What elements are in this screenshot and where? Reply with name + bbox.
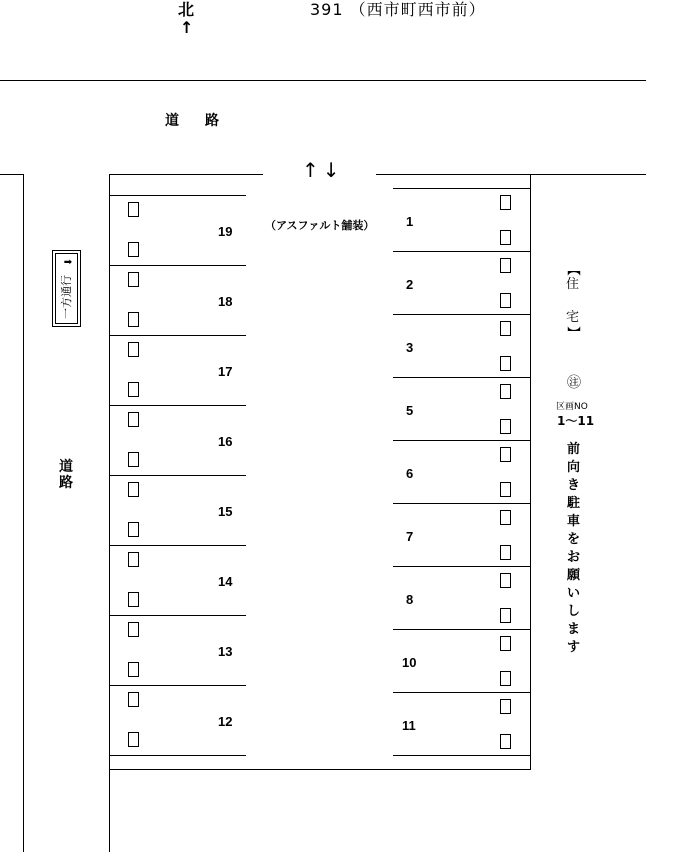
one-way-text: 一方通行 [59,274,73,319]
surface-label: （アスファルト舗装） [265,219,375,232]
parking-notice [567,443,580,659]
stall-divider [109,335,246,336]
wheel-stop-icon [128,482,139,497]
stall-divider [109,545,246,546]
stall-number: 2 [406,277,414,292]
stall-divider [393,377,530,378]
stall-divider [109,405,246,406]
stall-number: 5 [406,403,414,418]
residence-char: 宅 [566,310,580,325]
wheel-stop-icon [500,293,511,308]
lot-bottom-inner-edge-right [393,755,530,756]
wheel-stop-icon [500,230,511,245]
wheel-stop-icon [500,447,511,462]
left-road-top-edge [0,174,23,175]
stall-number: 10 [402,655,417,670]
stall-number: 12 [218,714,233,729]
wheel-stop-icon [128,342,139,357]
notice-char: い [567,586,581,601]
north-arrow-icon: ↑ [180,18,194,37]
notice-char: お [567,550,581,565]
wheel-stop-icon [500,636,511,651]
north-label: 北 [178,0,195,19]
top-road-edge [0,80,646,81]
notice-char: し [567,604,581,619]
stall-number: 16 [218,434,233,449]
notice-char: 向 [567,460,581,475]
lot-right-edge [530,174,531,770]
residence-char: 住 [566,277,580,292]
bracket-open: 【 [565,262,581,277]
stall-divider [109,615,246,616]
notice-char: 前 [567,442,581,457]
stall-number: 7 [406,529,414,544]
wheel-stop-icon [128,592,139,607]
wheel-stop-icon [500,195,511,210]
bracket-close: 】 [565,325,581,340]
wheel-stop-icon [500,419,511,434]
wheel-stop-icon [500,545,511,560]
notice-char: を [567,532,581,547]
wheel-stop-icon [128,552,139,567]
stall-number: 6 [406,466,414,481]
wheel-stop-icon [500,356,511,371]
notice-char: 車 [567,514,581,529]
notice-char: す [567,640,581,655]
lot-top-edge-left [109,174,263,175]
wheel-stop-icon [128,382,139,397]
lot-title: 391 （西市町西市前） [310,0,486,19]
wheel-stop-icon [500,734,511,749]
notice-char: ま [567,622,581,637]
lot-left-edge [109,174,110,852]
wheel-stop-icon [128,692,139,707]
stall-divider [109,265,246,266]
zone-label: 区画NO [556,402,588,412]
wheel-stop-icon [128,452,139,467]
notice-char: 駐 [567,496,581,511]
lot-bottom-inner-edge [109,755,246,756]
notice-char: き [567,478,581,493]
top-road-label: 道 路 [165,113,225,129]
zone-range: 1〜11 [557,414,595,428]
wheel-stop-icon [500,482,511,497]
wheel-stop-icon [128,662,139,677]
wheel-stop-icon [500,321,511,336]
notice-char: 願 [567,568,581,583]
wheel-stop-icon [500,608,511,623]
stall-number: 18 [218,294,233,309]
wheel-stop-icon [128,412,139,427]
wheel-stop-icon [128,732,139,747]
stall-divider [393,692,530,693]
stall-divider [109,475,246,476]
wheel-stop-icon [500,258,511,273]
wheel-stop-icon [500,699,511,714]
stall-number: 17 [218,364,233,379]
stall-divider [393,188,530,189]
stall-divider [393,440,530,441]
wheel-stop-icon [128,312,139,327]
stall-divider [109,195,246,196]
stall-divider [393,629,530,630]
stall-divider [393,503,530,504]
left-road-char: 路 [59,475,73,491]
stall-number: 14 [218,574,233,589]
stall-number: 8 [406,592,414,607]
wheel-stop-icon [128,272,139,287]
left-road-char: 道 [59,459,73,475]
wheel-stop-icon [128,242,139,257]
lot-top-edge-right [376,174,646,175]
one-way-arrow-icon: ➡ [63,256,72,268]
stall-number: 13 [218,644,233,659]
lot-bottom-edge [109,769,530,770]
wheel-stop-icon [128,622,139,637]
wheel-stop-icon [500,573,511,588]
stall-divider [393,566,530,567]
stall-number: 15 [218,504,233,519]
stall-number: 11 [402,718,416,733]
stall-number: 3 [406,340,414,355]
left-road-right-edge [23,174,24,852]
note-mark-icon: ㊟ [567,375,581,391]
stall-divider [393,251,530,252]
stall-number: 19 [218,224,233,239]
left-road-label [59,460,73,490]
entrance-arrows-icon: ↑↓ [302,158,344,182]
wheel-stop-icon [500,510,511,525]
stall-divider [393,314,530,315]
stall-number: 1 [406,214,414,229]
wheel-stop-icon [500,384,511,399]
one-way-sign [52,250,81,327]
wheel-stop-icon [500,671,511,686]
residence-label [566,263,579,339]
stall-divider [109,685,246,686]
wheel-stop-icon [128,522,139,537]
wheel-stop-icon [128,202,139,217]
